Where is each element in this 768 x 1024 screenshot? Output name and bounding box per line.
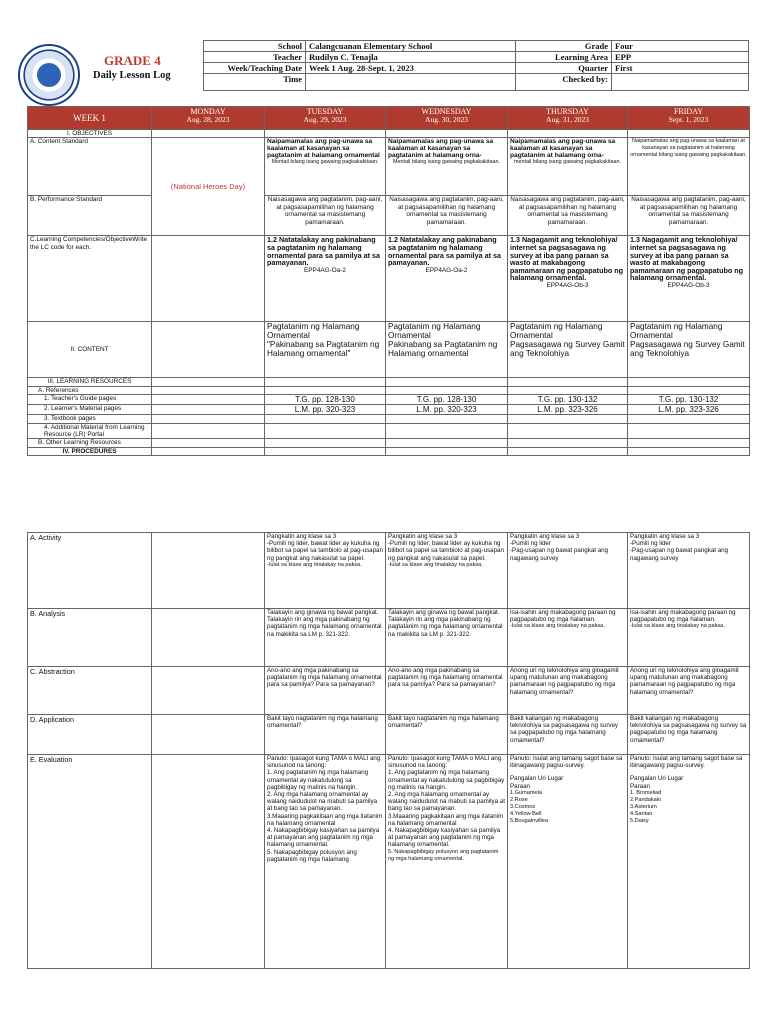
day-date: Sept. 1, 2023	[668, 115, 709, 124]
survey-list: 1. Bromeliad 2.Pandakaki 3.Asterium 4.Santan 5.Daisy	[630, 789, 662, 824]
cell-text: Isa-isahin ang makabagong paraan ng pagpapatubo ng mga halaman.	[630, 609, 736, 624]
cell: Ano-ano ang mga pakinabang sa pagtatanim ng mga halamang ornamental para sa pamilya? Para sa pamayanan?	[265, 667, 386, 715]
header-label: Learning Area	[516, 52, 612, 63]
cell	[508, 138, 628, 196]
day-date: Aug. 30, 2023	[425, 115, 468, 124]
cell: Pangkatin ang klase sa 3 -Pumili ng lider -Pag-usapan ng bawat pangkat ang nagawang survey	[508, 533, 628, 609]
cell-subtext: -Iulat sa klase ang tinalakay na paksa.	[630, 623, 725, 630]
procedures-table	[27, 532, 750, 969]
cell	[628, 236, 750, 322]
cell: Panuto: Ipasagot kung TAMA o MALI ang sinusunod na tanong: 1. Ang pagtatanim ng mga halamang ornamental ay nakatutulong sa pagbibigay ng malinis na hangin. 2. Ang mga halamang ornamental ay walang naidudulot na mabuti sa pamilya at bang tao sa pamayanan. 3.Maaaring pagkakitaan ang mga itatanim na halamang ornamental 4. Nakapagbibigay kasiyahan sa pamilya at pamayanan ang pagtatanim ng mga halamang ornamental. 5. Nakapagbibigay polusyon ang pagtatanim ng mga halamang	[265, 755, 386, 969]
competency-code: EPP4AG-Oa-2	[425, 266, 468, 274]
cell: Naisasagawa ang pagtatanim, pag-aani, at pagsasapamilihan ng halamang ornamental sa masistemang pamamaraan.	[386, 196, 508, 236]
competency-text: 1.3 Nagagamit ang teknolohiya/ internet sa pagsasagawa ng survey at iba pang paraan sa wasto at makabagong pamamaraan ng pagpapatubo ng halamang ornamental.	[510, 235, 624, 283]
standard-subtext: Mentail bilang isang gawaing pagkakakitaan.	[393, 159, 500, 166]
day-name: WEDNESDAY	[421, 107, 472, 116]
cell: Ano-ano ang mga pakinabang sa pagtatanim ng mga halamang ornamental para sa pamilya? Para sa pamayanan?	[386, 667, 508, 715]
standard-subtext: mentail bilang isang gawaing pagkakakitaan.	[514, 159, 621, 166]
activity-row	[28, 533, 750, 609]
learning-resources-row	[28, 378, 750, 386]
cell: L.M. pp. 320-323	[265, 405, 386, 415]
row-label: 4. Additional Material from Learning Resource (LR) Portal	[28, 423, 152, 439]
other-resources-row	[28, 439, 750, 447]
row-label: B. Other Learning Resources	[28, 439, 152, 447]
cell	[386, 533, 508, 609]
cell-subtext: 5. Nakapagbibigay polusyon ang pagtatanim ng mga halamang ornamental.	[388, 848, 499, 862]
analysis-row	[28, 609, 750, 667]
cell	[628, 755, 750, 969]
cell: Anong uri ng teknolohiya ang ginagamit upang matutunan ang makabagong pamamaraan ng pagpapatubo ng mga halamang ornamental?	[508, 667, 628, 715]
section-label: III. LEARNING RESOURCES	[28, 378, 152, 386]
lesson-table	[27, 106, 750, 456]
holiday-note: (National Heroes Day)	[152, 138, 265, 236]
cell	[508, 236, 628, 322]
cell: L.M. pp. 323-326	[628, 405, 750, 415]
header-value: Week 1 Aug. 28-Sept. 1, 2023	[306, 63, 516, 74]
cell: L.M. pp. 323-326	[508, 405, 628, 415]
cell: Pagtatanim ng Halamang Ornamental Pagsasagawa ng Survey Gamit ang Teknolohiya	[508, 322, 628, 378]
header-value: Calangcuanan Elementary School	[306, 41, 516, 52]
day-name: MONDAY	[190, 107, 226, 116]
cell: T.G. pp. 130-132	[508, 395, 628, 405]
lm-pages-row	[28, 405, 750, 415]
competency-text: 1.3 Nagagamit ang teknolohiya/ internet sa pagsasagawa ng survey at iba pang paraan sa wasto at makabagong pamamaraan ng pagpapatubo ng halamang ornamental.	[630, 235, 744, 283]
day-monday	[152, 107, 265, 130]
header-value	[612, 74, 749, 91]
standard-text: Naipamamalas ang pag-unawa sa kaalaman at kasanayan sa pagtatanim at halamang orna-	[510, 138, 616, 160]
standard-text: Naipamamalas ang pag-unawa sa kaalaman at kasanayan sa pagtatanim at halamang ornamental	[267, 138, 380, 160]
cell: Pangkatin ang klase sa 3 -Pumili ng lider -Pag-usapan ng bawat pangkat ang nagawang survey	[628, 533, 750, 609]
section-label: II. CONTENT	[28, 322, 152, 378]
cell: Naisasagawa ang pagtatanim, pag-aani, at pagsasapamilihan ng halamang ornamental sa masistemang pamamaraan.	[265, 196, 386, 236]
textbook-pages-row	[28, 415, 750, 423]
row-label: 3. Textbook pages	[28, 415, 152, 423]
row-label: A. Content Standard	[28, 138, 152, 196]
header-label: Time	[204, 74, 306, 91]
standard-subtext: Mentail bilang isang gawaing pagkakakitaan.	[271, 159, 379, 166]
standard-text: Naipamamalas ang pag-unawa sa kaalaman at kasanayan sa pagtatanim at halamang ornamental bilang isang gawaing pagkakakitaan.	[630, 138, 747, 158]
header-label: School	[204, 41, 306, 52]
cell	[265, 236, 386, 322]
cell	[265, 138, 386, 196]
section-label: IV. PROCEDURES	[28, 447, 152, 455]
cell	[508, 609, 628, 667]
deped-seal-logo	[18, 44, 80, 106]
cell	[628, 138, 750, 196]
cell-text: Isa-isahin ang makabagong paraan ng pagpapatubo ng mga halaman.	[510, 609, 616, 624]
cell-text: Panuto: Isulat ang tamang sagot base sa ibinagawang pagsu-survey.	[630, 755, 743, 770]
cell-text: Pangkatin ang klase sa 3 -Pumili ng lider, bawat lider ay kukuha ng bilibot sa papel sa tambiolo at pag-usapan ng pangkat ang nakasulat sa papel.	[388, 533, 504, 562]
row-label: E. Evaluation	[28, 755, 152, 969]
cell: T.G. pp. 128-130	[265, 395, 386, 405]
procedures-row	[28, 447, 750, 455]
cell-subtext: -Iulat sa klase ang tinalakay na paksa.	[388, 561, 483, 568]
standard-text: Naipamamalas ang pag-unawa sa kaalaman at kasanayan sa pagtatanim at halamang orna-	[388, 138, 494, 160]
row-label: A. Activity	[28, 533, 152, 609]
day-date: Aug. 28, 2023	[186, 115, 230, 124]
day-friday	[628, 107, 750, 130]
section-label: I. OBJECTIVES	[28, 130, 152, 138]
cell: Talakayin ang ginawa ng bawat pangkat. Talakayin rin ang mga pakinabang ng pagtatanim ng mga halamang ornamental na makikita sa LM p. 321-322.	[386, 609, 508, 667]
cell: Pagtatanim ng Halamang Ornamental Pagsasagawa ng Survey Gamit ang Teknolohiya	[628, 322, 750, 378]
cell: T.G. pp. 128-130	[386, 395, 508, 405]
cell: Pagtatanim ng Halamang Ornamental "Pakinabang sa Pagtatanim ng Halamang ornamental"	[265, 322, 386, 378]
cell	[386, 138, 508, 196]
cell: Naisasagawa ang pagtatanim, pag-aani, at pagsasapamilihan ng halamang ornamental sa masistemang pamamaraan.	[628, 196, 750, 236]
competency-code: EPP4AG-Ob-3	[546, 281, 589, 289]
header-row-teacher	[204, 52, 749, 63]
cell-subtext: -Iulat sa klase ang tinalakay na paksa.	[267, 561, 362, 568]
competency-text: 1.2 Natatalakay ang pakinabang sa pagtatanim ng halamang ornamental para sa pamilya at sa pamayanan.	[267, 235, 381, 268]
abstraction-row	[28, 667, 750, 715]
header-label: Checked by:	[516, 74, 612, 91]
cell: Talakayin ang ginawa ng bawat pangkat. Talakayin rin ang mga pakinabang ng pagtatanim ng mga halamang ornamental na makikita sa LM p. 321-322.	[265, 609, 386, 667]
cell-subtext: -Iulat sa klase ang tinalakay na paksa.	[510, 623, 605, 630]
header-row-week	[204, 63, 749, 74]
competency-code: EPP4AG-Ob-3	[667, 281, 710, 289]
day-date: Aug. 31, 2023	[546, 115, 589, 124]
cell: Bakit kailangan ng makabagong teknolohiya sa pagsasagawa ng survey sa pagpapatubo ng mga halamang ornamental?	[508, 715, 628, 755]
day-thursday	[508, 107, 628, 130]
cell	[386, 236, 508, 322]
header-label: Teacher	[204, 52, 306, 63]
row-label: A. References	[28, 386, 152, 394]
day-name: THURSDAY	[546, 107, 589, 116]
cell: Bakit tayo nagtatanim ng mga halamang ornamental?	[386, 715, 508, 755]
header-label: Grade	[516, 41, 612, 52]
cell: L.M. pp. 320-323	[386, 405, 508, 415]
row-label: C.Learning Competencies/ObjectiveWrite the LC code for each.	[28, 236, 152, 322]
cell: Anong uri ng teknolohiya ang ginagamit upang matutunan ang makabagong pamamaraan ng pagpapatubo ng mga halamang ornamental?	[628, 667, 750, 715]
cell-text: Panuto: Ipasagot kung TAMA o MALI ang sinusunod na tanong: 1. Ang pagtatanim ng mga halamang ornamental ay nakatutulong sa pagbibigay ng malinis na hangin. 2. Ang mga halamang ornamental ay walang naidudulot na mabuti sa pamilya at bang tao sa pamayanan. 3.Maaaring pagkakitaan ang mga itatanim na halamang ornamental 4. Nakapagbibigay kasiyahan sa pamilya at pamayanan ang pagtatanim ng mga halamang ornamental.	[388, 755, 505, 849]
row-label: B. Performance Standard	[28, 196, 152, 236]
survey-list: 1.Gumamela 2.Rose 3.Cosmos 4.Yellow Bell 5.Bougainvillea	[510, 789, 548, 824]
cell: T.G. pp. 130-132	[628, 395, 750, 405]
performance-standard-row	[28, 196, 750, 236]
document-title: Daily Lesson Log	[93, 70, 171, 81]
competencies-row	[28, 236, 750, 322]
references-row	[28, 386, 750, 394]
cell: Pagtatanim ng Halamang Ornamental Pakinabang sa Pagtatanim ng Halamang ornamental	[386, 322, 508, 378]
cell	[386, 755, 508, 969]
content-row	[28, 322, 750, 378]
header-value: Rudilyn C. Tenajla	[306, 52, 516, 63]
header-row-school	[204, 41, 749, 52]
additional-material-row	[28, 423, 750, 439]
cell-text: Pangkatin ang klase sa 3 -Pumili ng lider, bawat lider ay kukuha ng bilibot sa papel sa tambiolo at pag-usapan ng pangkat ang nakasulat sa papel.	[267, 533, 383, 562]
evaluation-row	[28, 755, 750, 969]
week-label: WEEK 1	[28, 107, 152, 130]
day-tuesday	[265, 107, 386, 130]
tg-pages-row	[28, 395, 750, 405]
survey-columns: Pangalan Uri Lugar Paraan	[510, 775, 564, 790]
header-value: Four	[612, 41, 749, 52]
cell	[508, 755, 628, 969]
application-row	[28, 715, 750, 755]
header-value	[306, 74, 516, 91]
day-date: Aug. 29, 2023	[303, 115, 347, 124]
header-label: Week/Teaching Date	[204, 63, 306, 74]
grade-heading: GRADE 4	[104, 53, 161, 68]
day-wednesday	[386, 107, 508, 130]
header-value: First	[612, 63, 749, 74]
header-value: EPP	[612, 52, 749, 63]
cell: Bakit tayo nagtatanim ng mga halamang ornamental?	[265, 715, 386, 755]
cell: Bakit kailangan ng makabagong teknolohiya sa pagsasagawa ng survey sa pagpapatubo ng mga halamang ornamental?	[628, 715, 750, 755]
competency-text: 1.2 Natatalakay ang pakinabang sa pagtatanim ng halamang ornamental para sa pamilya at sa pamayanan.	[388, 235, 502, 268]
competency-code: EPP4AG-Oa-2	[304, 266, 346, 274]
row-label: D. Application	[28, 715, 152, 755]
content-standard-row	[28, 138, 750, 196]
cell	[265, 533, 386, 609]
cell: Naisasagawa ang pagtatanim, pag-aani, at pagsasapamilihan ng halamang ornamental sa masistemang pamamaraan.	[508, 196, 628, 236]
row-label: 1. Teacher's Guide pages	[28, 395, 152, 405]
survey-columns: Pangalan Uri Lugar Paraan	[630, 775, 684, 790]
day-name: TUESDAY	[306, 107, 344, 116]
cell	[628, 609, 750, 667]
cell-text: Panuto: Isulat ang tamang sagot base sa ibinagawang pagsu-survey.	[510, 755, 623, 770]
header-table	[203, 40, 749, 91]
header-row-time	[204, 74, 749, 91]
row-label: 2. Learner's Material pages	[28, 405, 152, 415]
row-label: B. Analysis	[28, 609, 152, 667]
objectives-row	[28, 130, 750, 138]
row-label: C. Abstraction	[28, 667, 152, 715]
day-name: FRIDAY	[673, 107, 704, 116]
day-header-row	[28, 107, 750, 130]
header-label: Quarter	[516, 63, 612, 74]
